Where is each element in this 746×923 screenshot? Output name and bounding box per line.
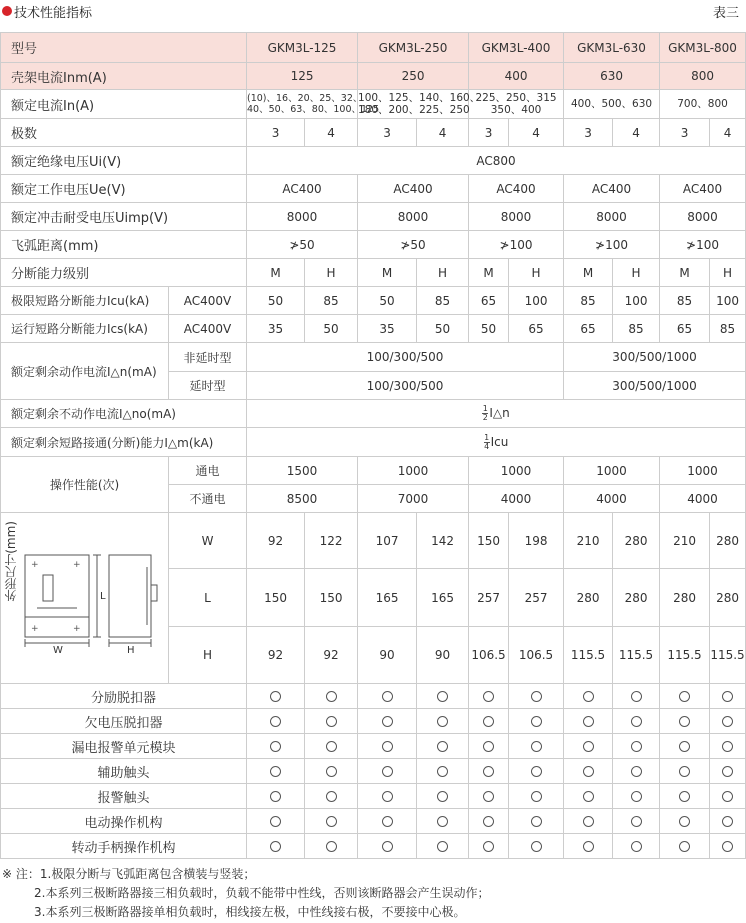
dim-cell: 280 (660, 569, 710, 627)
row-label-ops: 操作性能(次) (1, 457, 169, 513)
ics-cell: 85 (613, 315, 660, 343)
table-row (1, 343, 746, 372)
dimension-label: 外形尺寸(mm) (4, 521, 18, 602)
fraction: $\frac{1}{4}$ (484, 432, 490, 451)
icu-cell: 100 (710, 287, 746, 315)
dim-cell: 150 (247, 569, 305, 627)
option-circle-icon (631, 766, 642, 777)
model-cell: GKM3L-800 (660, 33, 746, 63)
ops-cell: 7000 (358, 485, 469, 513)
breaker-dimension-diagram (1, 515, 167, 681)
uimp-cell: 8000 (660, 203, 746, 231)
option-circle-icon (437, 691, 448, 702)
option-circle-icon (722, 741, 733, 752)
level-cell: M (469, 259, 509, 287)
option-circle-icon (531, 766, 542, 777)
dim-cell: 142 (417, 513, 469, 569)
level-cell: M (660, 259, 710, 287)
option-circle-icon (531, 691, 542, 702)
icu-cell: 50 (358, 287, 417, 315)
footnotes (0, 865, 745, 922)
dim-cell: 107 (358, 513, 417, 569)
rated-cell (469, 90, 564, 119)
option-circle-icon (483, 766, 494, 777)
option-circle-icon (326, 791, 337, 802)
residual-cell: 300/500/1000 (564, 343, 746, 372)
option-circle-icon (437, 716, 448, 727)
model-cell: GKM3L-250 (358, 33, 469, 63)
table-row (1, 175, 746, 203)
option-circle-icon (483, 841, 494, 852)
option-circle-icon (483, 741, 494, 752)
rated-line: 180、200、225、250 (358, 104, 470, 116)
diagram-h-label: H (127, 645, 135, 656)
option-circle-icon (679, 741, 690, 752)
rated-cell: 700、800 (660, 90, 746, 119)
poles-cell: 4 (305, 119, 358, 147)
option-circle-icon (631, 816, 642, 827)
residual-type-delay: 延时型 (169, 372, 247, 400)
option-circle-icon (722, 716, 733, 727)
residual-cell: 100/300/500 (247, 372, 564, 400)
dim-cell: 92 (305, 627, 358, 684)
option-circle-icon (382, 766, 393, 777)
row-label-ics: 运行短路分断能力Ics(kA) (1, 315, 169, 343)
option-circle-icon (437, 766, 448, 777)
option-circle-icon (679, 791, 690, 802)
option-circle-icon (270, 741, 281, 752)
table-row (1, 90, 746, 119)
dim-label-l: L (169, 569, 247, 627)
dimension-diagram-cell (1, 513, 169, 684)
option-circle-icon (531, 816, 542, 827)
icu-cell: 100 (509, 287, 564, 315)
uimp-cell: 8000 (564, 203, 660, 231)
nonop-cell: $\frac{1}{2}$ I△n (247, 400, 746, 428)
dim-cell: 280 (710, 513, 746, 569)
bullet-dot-icon (2, 6, 12, 16)
ics-cell: 50 (417, 315, 469, 343)
table-row (1, 759, 746, 784)
ics-cell: 85 (710, 315, 746, 343)
option-circle-icon (583, 791, 594, 802)
poles-cell: 3 (564, 119, 613, 147)
option-circle-icon (437, 741, 448, 752)
ics-cell: 35 (247, 315, 305, 343)
footnote-2: 2.本系列三极断路器接三相负载时，负载不能带中性线，否则该断路器会产生误动作； (34, 886, 490, 900)
model-cell: GKM3L-400 (469, 33, 564, 63)
option-circle-icon (326, 691, 337, 702)
option-circle-icon (382, 691, 393, 702)
icu-cell: 85 (305, 287, 358, 315)
rated-line: (10)、16、20、25、32、 (247, 93, 363, 104)
fraction: $\frac{1}{2}$ (482, 404, 488, 422)
icu-cell: 85 (660, 287, 710, 315)
frame-cell: 250 (358, 63, 469, 90)
icu-cell: 50 (247, 287, 305, 315)
option-circle-icon (631, 716, 642, 727)
rated-line: 100、125、140、160、 (358, 92, 481, 104)
ue-cell: AC400 (469, 175, 564, 203)
frame-cell: 400 (469, 63, 564, 90)
ics-voltage: AC400V (169, 315, 247, 343)
ue-cell: AC400 (247, 175, 358, 203)
accessory-label: 电动操作机构 (1, 809, 247, 834)
dim-cell: 106.5 (509, 627, 564, 684)
option-circle-icon (531, 716, 542, 727)
table-row (1, 231, 746, 259)
dim-cell: 165 (358, 569, 417, 627)
ops-cell: 4000 (469, 485, 564, 513)
option-circle-icon (679, 766, 690, 777)
option-circle-icon (382, 841, 393, 852)
ics-cell: 50 (469, 315, 509, 343)
dim-cell: 115.5 (564, 627, 613, 684)
dim-cell: 280 (710, 569, 746, 627)
uimp-cell: 8000 (469, 203, 564, 231)
dim-cell: 115.5 (710, 627, 746, 684)
option-circle-icon (326, 716, 337, 727)
option-circle-icon (382, 741, 393, 752)
model-cell: GKM3L-630 (564, 33, 660, 63)
option-circle-icon (270, 716, 281, 727)
uimp-cell: 8000 (358, 203, 469, 231)
rated-cell (247, 90, 380, 119)
table-number: 表三 (712, 6, 739, 21)
dim-cell: 257 (469, 569, 509, 627)
dim-label-h: H (169, 627, 247, 684)
frame-cell: 800 (660, 63, 746, 90)
table-row (1, 428, 746, 457)
dim-cell: 198 (509, 513, 564, 569)
footnote-3: 3.本系列三极断路器接单相负载时，相线接左极，中性线接右极，不要接中心极。 (34, 905, 466, 919)
option-circle-icon (326, 741, 337, 752)
svg-text:+: + (31, 560, 39, 570)
option-circle-icon (437, 791, 448, 802)
option-circle-icon (631, 791, 642, 802)
ops-cell: 1000 (564, 457, 660, 485)
diagram-w-label: W (53, 645, 63, 656)
row-label-poles: 极数 (1, 119, 247, 147)
dim-cell: 115.5 (613, 627, 660, 684)
table-row (1, 259, 746, 287)
dim-cell: 150 (305, 569, 358, 627)
poles-cell: 3 (247, 119, 305, 147)
ops-cell: 8500 (247, 485, 358, 513)
option-circle-icon (679, 716, 690, 727)
dim-cell: 90 (417, 627, 469, 684)
option-circle-icon (679, 816, 690, 827)
poles-cell: 3 (660, 119, 710, 147)
page-header (0, 0, 745, 26)
ics-cell: 35 (358, 315, 417, 343)
frame-cell: 630 (564, 63, 660, 90)
option-circle-icon (382, 716, 393, 727)
accessory-label: 漏电报警单元模块 (1, 734, 247, 759)
option-circle-icon (583, 841, 594, 852)
accessory-label: 报警触头 (1, 784, 247, 809)
poles-cell: 3 (358, 119, 417, 147)
arc-cell: ≯50 (358, 231, 469, 259)
frame-cell: 125 (247, 63, 358, 90)
residual-type-nondelay: 非延时型 (169, 343, 247, 372)
poles-cell: 4 (710, 119, 746, 147)
level-cell: H (710, 259, 746, 287)
icu-cell: 85 (564, 287, 613, 315)
row-label-make: 额定剩余短路接通(分断)能力I△m(kA) (1, 428, 247, 457)
ue-cell: AC400 (358, 175, 469, 203)
option-circle-icon (437, 841, 448, 852)
arc-cell: ≯100 (660, 231, 746, 259)
ue-cell: AC400 (660, 175, 746, 203)
rated-cell: 400、500、630 (564, 90, 660, 119)
arc-cell: ≯100 (469, 231, 564, 259)
icu-voltage: AC400V (169, 287, 247, 315)
ops-cell: 1000 (469, 457, 564, 485)
option-circle-icon (270, 691, 281, 702)
dim-cell: 115.5 (660, 627, 710, 684)
option-circle-icon (531, 741, 542, 752)
level-cell: M (358, 259, 417, 287)
row-label-icu: 极限短路分断能力Icu(kA) (1, 287, 169, 315)
level-cell: H (305, 259, 358, 287)
option-circle-icon (531, 791, 542, 802)
row-label-model: 型号 (1, 33, 247, 63)
option-circle-icon (326, 816, 337, 827)
table-row (1, 709, 746, 734)
level-cell: M (247, 259, 305, 287)
option-circle-icon (483, 716, 494, 727)
ops-type-off: 不通电 (169, 485, 247, 513)
dim-cell: 280 (613, 569, 660, 627)
option-circle-icon (483, 791, 494, 802)
table-row (1, 287, 746, 315)
svg-text:+: + (73, 624, 81, 634)
footnote-1: ※ 注：1.极限分断与飞弧距离包含横装与竖装； (2, 867, 256, 881)
option-circle-icon (631, 841, 642, 852)
dim-cell: 210 (564, 513, 613, 569)
option-circle-icon (326, 766, 337, 777)
option-circle-icon (722, 691, 733, 702)
level-cell: H (417, 259, 469, 287)
row-label-ue: 额定工作电压Ue(V) (1, 175, 247, 203)
row-label-uimp: 额定冲击耐受电压Uimp(V) (1, 203, 247, 231)
icu-cell: 65 (469, 287, 509, 315)
option-circle-icon (583, 716, 594, 727)
dim-cell: 150 (469, 513, 509, 569)
ops-cell: 1000 (660, 457, 746, 485)
level-cell: H (613, 259, 660, 287)
table-row (1, 119, 746, 147)
dim-cell: 92 (247, 627, 305, 684)
accessory-label: 辅助触头 (1, 759, 247, 784)
level-cell: M (564, 259, 613, 287)
table-row (1, 315, 746, 343)
row-label-frame: 壳架电流Inm(A) (1, 63, 247, 90)
option-circle-icon (631, 691, 642, 702)
dim-cell: 106.5 (469, 627, 509, 684)
dim-cell: 280 (613, 513, 660, 569)
ics-cell: 65 (660, 315, 710, 343)
option-circle-icon (483, 816, 494, 827)
ics-cell: 65 (509, 315, 564, 343)
poles-cell: 3 (469, 119, 509, 147)
ui-cell: AC800 (247, 147, 746, 175)
rated-line: 40、50、63、80、100、125 (247, 104, 380, 115)
option-circle-icon (722, 791, 733, 802)
option-circle-icon (326, 841, 337, 852)
option-circle-icon (583, 691, 594, 702)
spec-table (0, 32, 746, 859)
table-row (1, 834, 746, 859)
level-cell: H (509, 259, 564, 287)
ops-type-on: 通电 (169, 457, 247, 485)
accessory-label: 欠电压脱扣器 (1, 709, 247, 734)
row-label-arc: 飞弧距离(mm) (1, 231, 247, 259)
uimp-cell: 8000 (247, 203, 358, 231)
dim-cell: 92 (247, 513, 305, 569)
dim-cell: 122 (305, 513, 358, 569)
table-row (1, 457, 746, 485)
option-circle-icon (270, 791, 281, 802)
option-circle-icon (722, 816, 733, 827)
table-row (1, 400, 746, 428)
table-row (1, 734, 746, 759)
section-title: 技术性能指标 (14, 6, 93, 21)
make-cell: $\frac{1}{4}$ Icu (247, 428, 746, 457)
option-circle-icon (583, 766, 594, 777)
dim-cell: 280 (564, 569, 613, 627)
option-circle-icon (382, 816, 393, 827)
option-circle-icon (483, 691, 494, 702)
table-row (1, 63, 746, 90)
icu-cell: 100 (613, 287, 660, 315)
poles-cell: 4 (613, 119, 660, 147)
table-row (1, 684, 746, 709)
dim-label-w: W (169, 513, 247, 569)
rated-line: 225、250、315 (475, 92, 557, 104)
model-cell: GKM3L-125 (247, 33, 358, 63)
option-circle-icon (722, 766, 733, 777)
rated-line: 350、400 (490, 104, 542, 116)
row-label-ui: 额定绝缘电压Ui(V) (1, 147, 247, 175)
ops-cell: 4000 (660, 485, 746, 513)
table-row (1, 809, 746, 834)
table-row (1, 784, 746, 809)
residual-cell: 100/300/500 (247, 343, 564, 372)
option-circle-icon (583, 816, 594, 827)
icu-cell: 85 (417, 287, 469, 315)
accessory-label: 转动手柄操作机构 (1, 834, 247, 859)
option-circle-icon (382, 791, 393, 802)
svg-text:+: + (31, 624, 39, 634)
rated-cell (358, 90, 481, 119)
poles-cell: 4 (509, 119, 564, 147)
ics-cell: 50 (305, 315, 358, 343)
option-circle-icon (679, 691, 690, 702)
row-label-rated: 额定电流In(A) (1, 90, 247, 119)
dim-cell: 165 (417, 569, 469, 627)
option-circle-icon (437, 816, 448, 827)
ops-cell: 1000 (358, 457, 469, 485)
row-label-residual: 额定剩余动作电流I△n(mA) (1, 343, 169, 400)
table-row (1, 147, 746, 175)
option-circle-icon (531, 841, 542, 852)
table-row (1, 33, 746, 63)
accessory-label: 分励脱扣器 (1, 684, 247, 709)
option-circle-icon (679, 841, 690, 852)
table-row (1, 203, 746, 231)
table-row (1, 513, 746, 569)
svg-text:+: + (73, 560, 81, 570)
option-circle-icon (270, 816, 281, 827)
residual-cell: 300/500/1000 (564, 372, 746, 400)
option-circle-icon (631, 741, 642, 752)
option-circle-icon (722, 841, 733, 852)
row-label-level: 分断能力级别 (1, 259, 247, 287)
dim-cell: 257 (509, 569, 564, 627)
row-label-nonop: 额定剩余不动作电流I△no(mA) (1, 400, 247, 428)
arc-cell: ≯50 (247, 231, 358, 259)
ics-cell: 65 (564, 315, 613, 343)
spec-table-wrap (0, 32, 745, 859)
ops-cell: 1500 (247, 457, 358, 485)
poles-cell: 4 (417, 119, 469, 147)
option-circle-icon (270, 766, 281, 777)
ops-cell: 4000 (564, 485, 660, 513)
option-circle-icon (583, 741, 594, 752)
arc-cell: ≯100 (564, 231, 660, 259)
option-circle-icon (270, 841, 281, 852)
diagram-l-label: L (100, 591, 106, 602)
ue-cell: AC400 (564, 175, 660, 203)
dim-cell: 90 (358, 627, 417, 684)
dim-cell: 210 (660, 513, 710, 569)
